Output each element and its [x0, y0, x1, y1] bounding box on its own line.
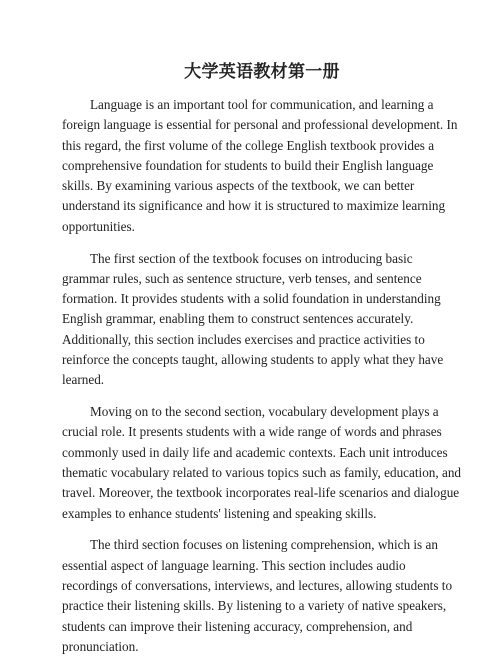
paragraph-listening: The third section focuses on listening comprehension, which is an essential aspect of language learning. This section includes audio recordings of conversations, interviews, and lectures, allowing students to practice their listening skills. By listening to a variety of native speakers, students can improve their listening accuracy, comprehension, and pronunciation. [62, 537, 453, 654]
document-title: 大学英语教材第一册 [184, 62, 340, 81]
paragraph-grammar: The first section of the textbook focuses on introducing basic grammar rules, such as sentence structure, verb tenses, and sentence formation. It provides students with a solid foundation in understanding English grammar, enabling them to construct sentences accurately. Additionally, this section includes exercises and practice activities to reinforce the concepts taught, allowing students to apply what they have learned. [62, 250, 444, 388]
paragraph-intro: Language is an important tool for communication, and learning a foreign language is essential for personal and professional development. In this regard, the first volume of the college English textbook provides a comprehensive foundation for students to build their English language skills. By examining various aspects of the textbook, we can better understand its significance and how it is structured to maximize learning opportunities. [62, 97, 458, 234]
paragraph-vocabulary: Moving on to the second section, vocabulary development plays a crucial role. It presents students with a wide range of words and phrases commonly used in daily life and academic contexts. Each unit introduces thematic vocabulary related to various topics such as family, education, and travel. Moreover, the textbook incorporates real-life scenarios and dialogue examples to enhance students' listening and speaking skills. [62, 404, 462, 521]
